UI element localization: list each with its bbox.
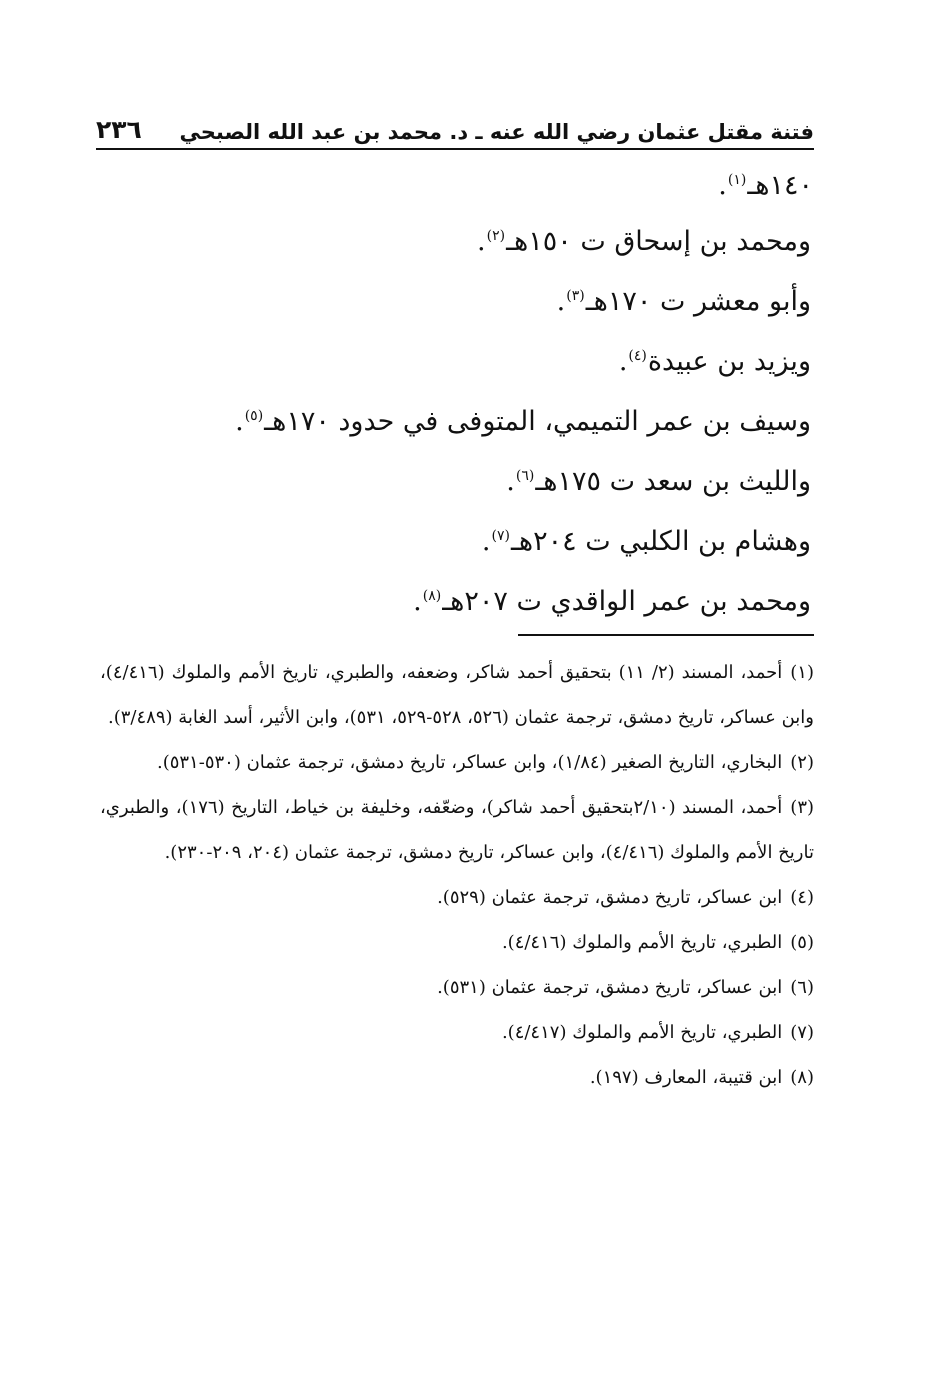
- main-text: [171, 206, 811, 626]
- footnote-ref[interactable]: (٤): [628, 348, 647, 364]
- footnote-4: [100, 875, 814, 920]
- page-number: ٢٣٦: [96, 115, 142, 144]
- footnote-5: [100, 920, 814, 965]
- main-line-text: وأبو معشر ت ١٧٠هـ: [585, 286, 811, 317]
- line-end: .: [477, 226, 486, 257]
- footnote-ref[interactable]: (٧): [491, 528, 510, 544]
- footnote-number: (٨): [790, 1067, 814, 1088]
- main-line-3: [171, 326, 811, 386]
- main-line-0: [718, 160, 813, 200]
- footnote-ref[interactable]: (٥): [244, 408, 264, 424]
- footnote-number: (٣): [790, 797, 815, 818]
- footnote-separator: [518, 634, 814, 636]
- footnote-ref[interactable]: (٦): [515, 468, 535, 484]
- main-line-2: [171, 266, 811, 326]
- line-end: .: [413, 586, 422, 617]
- footnote-number: (٧): [790, 1022, 814, 1043]
- main-line-5: [171, 446, 811, 506]
- footnote-2: [100, 740, 814, 785]
- main-line-text: ١٤٠هـ: [747, 170, 813, 201]
- running-title: فتنة مقتل عثمان رضي الله عنه ـ د. محمد بن عبد الله الصبحي: [179, 120, 814, 144]
- line-end: .: [506, 466, 515, 497]
- line-end: .: [235, 406, 244, 437]
- line-end: .: [618, 346, 628, 377]
- footnote-text: الطبري، تاريخ الأمم والملوك (٤/٤١٦).: [501, 932, 783, 953]
- main-line-4: [171, 386, 811, 446]
- footnote-7: [100, 1010, 814, 1055]
- line-end: .: [718, 170, 727, 201]
- main-line-6: [171, 506, 811, 566]
- footnotes: [100, 650, 814, 1100]
- line-end: .: [481, 526, 491, 557]
- footnote-ref[interactable]: (٨): [422, 588, 442, 604]
- main-line-text: وهشام بن الكلبي ت ٢٠٤هـ: [510, 526, 811, 557]
- footnote-ref[interactable]: (١): [727, 172, 747, 188]
- footnote-number: (١): [790, 662, 814, 683]
- page-header: [96, 110, 814, 150]
- main-line-text: ومحمد بن إسحاق ت ١٥٠هـ: [506, 226, 811, 257]
- footnote-ref[interactable]: (٢): [486, 228, 506, 244]
- footnote-text: الطبري، تاريخ الأمم والملوك (٤/٤١٧).: [501, 1022, 783, 1043]
- main-line-text: والليث بن سعد ت ١٧٥هـ: [535, 466, 811, 497]
- main-line-text: ومحمد بن عمر الواقدي ت ٢٠٧هـ: [442, 586, 811, 617]
- line-end: .: [556, 286, 566, 317]
- main-line-1: [171, 206, 811, 266]
- footnote-6: [100, 965, 814, 1010]
- footnote-text: أحمد، المسند (٢/١٠بتحقيق أحمد شاكر)، وضعّفه، وخليفة بن خياط، التاريخ (١٧٦)، والطبري، تاريخ الأمم والملوك (٤/٤١٦)، وابن عساكر، تاريخ دمشق، ترجمة عثمان (٢٠٤، ٢٠٩-٢٣٠).: [100, 797, 814, 863]
- footnote-text: ابن قتيبة، المعارف (١٩٧).: [589, 1067, 783, 1088]
- footnote-3: [100, 785, 814, 875]
- footnote-number: (٥): [790, 932, 814, 953]
- footnote-text: ابن عساكر، تاريخ دمشق، ترجمة عثمان (٥٣١).: [437, 977, 783, 998]
- footnote-number: (٤): [790, 887, 814, 908]
- main-line-7: [171, 566, 811, 626]
- footnote-text: البخاري، التاريخ الصغير (١/٨٤)، وابن عساكر، تاريخ دمشق، ترجمة عثمان (٥٣٠-٥٣١).: [156, 752, 783, 773]
- footnote-ref[interactable]: (٣): [566, 288, 585, 304]
- main-line-text: وسيف بن عمر التميمي، المتوفى في حدود ١٧٠هـ: [264, 406, 811, 437]
- footnote-1: [100, 650, 814, 740]
- footnote-number: (٢): [790, 752, 814, 773]
- main-line-text: ويزيد بن عبيدة: [647, 346, 811, 377]
- footnote-text: أحمد، المسند (٢/ ١١) بتحقيق أحمد شاكر، وضعفه، والطبري، تاريخ الأمم والملوك (٤/٤١٦)، وابن عساكر، تاريخ دمشق، ترجمة عثمان (٥٢٦، ٥٢٨-٥٢٩، ٥٣١)، وابن الأثير، أسد الغابة (٣/٤٨٩).: [100, 662, 814, 728]
- footnote-text: ابن عساكر، تاريخ دمشق، ترجمة عثمان (٥٢٩).: [437, 887, 783, 908]
- footnote-8: [100, 1055, 814, 1100]
- footnote-number: (٦): [790, 977, 814, 998]
